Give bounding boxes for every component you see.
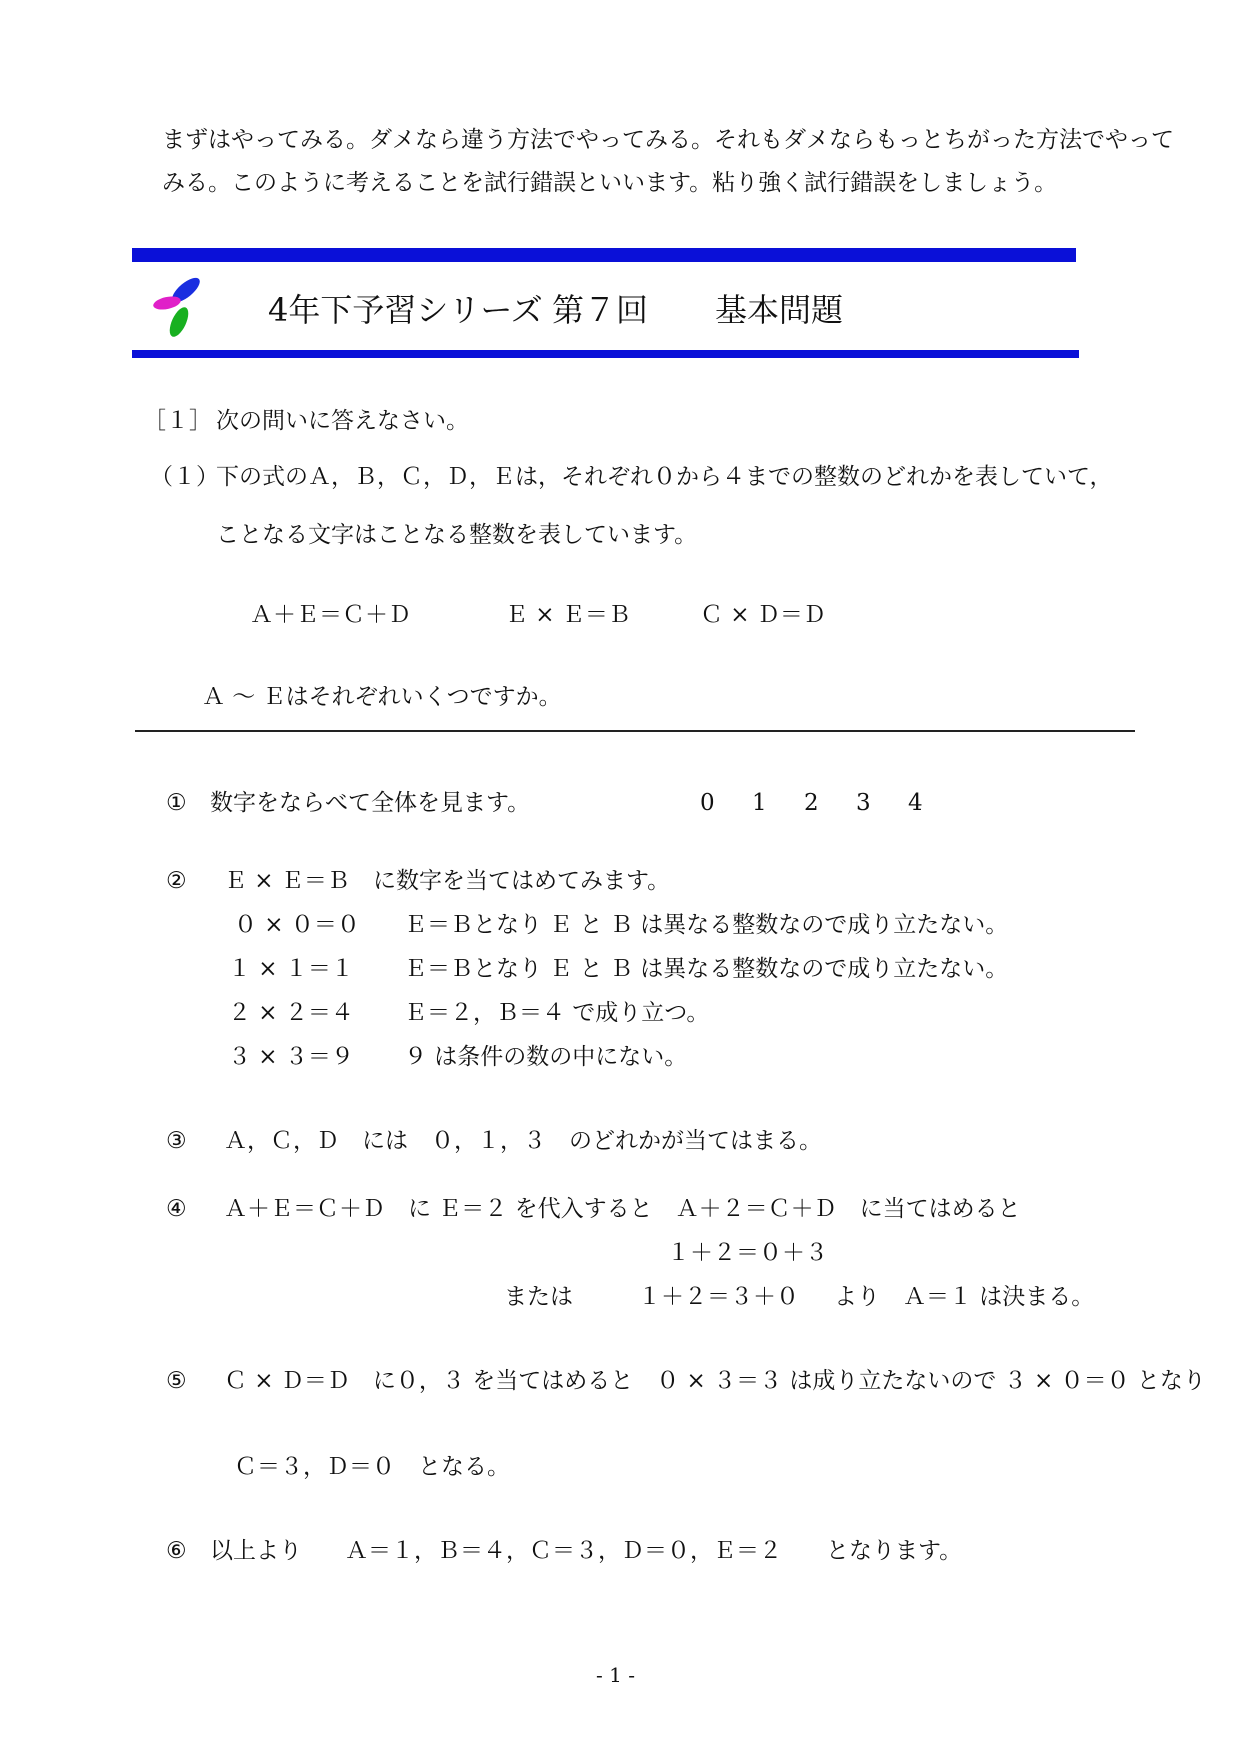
trial-calc: １ × １＝１ bbox=[228, 956, 354, 982]
trial-calc: ０ × ０＝０ bbox=[234, 912, 360, 938]
section-title: 基本問題 bbox=[715, 291, 844, 329]
problem-text-1: 下の式のＡ，Ｂ，Ｃ，Ｄ，Ｅは，それぞれ０から４までの整数のどれかを表していて， bbox=[216, 464, 1113, 490]
step-5-result: Ｃ＝３，Ｄ＝０ となる。 bbox=[234, 1454, 510, 1480]
step-5-mark: ⑤ bbox=[166, 1368, 187, 1394]
page-number: - 1 - bbox=[596, 1663, 635, 1687]
step-3-mark: ③ bbox=[166, 1128, 187, 1154]
trial-calc: ３ × ３＝９ bbox=[228, 1044, 354, 1070]
step-6-mark: ⑥ bbox=[166, 1538, 187, 1564]
logo-icon bbox=[150, 276, 210, 340]
step-6-lead: 以上より bbox=[210, 1538, 302, 1564]
header-top-bar bbox=[132, 248, 1076, 262]
equation-1: Ａ＋Ｅ＝Ｃ＋Ｄ bbox=[250, 602, 411, 628]
series-title: 4年下予習シリーズ bbox=[268, 291, 543, 329]
final-answer: Ａ＝１，Ｂ＝４，Ｃ＝３，Ｄ＝０，Ｅ＝２ bbox=[345, 1538, 782, 1564]
problem-question: Ａ ～ Ｅはそれぞれいくつですか。 bbox=[202, 684, 562, 710]
step-4-case-2: １＋２＝３＋０ bbox=[638, 1284, 799, 1310]
sub-problem-number: （１） bbox=[150, 464, 219, 490]
step-1-mark: ① bbox=[166, 790, 187, 816]
lesson-number: 第７回 bbox=[552, 291, 649, 329]
step-2-text: に数字を当てはめてみます。 bbox=[373, 868, 671, 894]
step-4-conclusion: より Ａ＝１ は決まる。 bbox=[834, 1284, 1095, 1310]
step-6-tail: となります。 bbox=[826, 1538, 963, 1564]
step-4-or: または bbox=[504, 1284, 573, 1310]
step-2-equation: Ｅ × Ｅ＝Ｂ bbox=[224, 868, 350, 894]
step-4-mark: ④ bbox=[166, 1196, 187, 1222]
step-3-text: Ａ，Ｃ，Ｄ には ０，１，３ のどれかが当てはまる。 bbox=[224, 1128, 822, 1154]
logo-green-petal bbox=[166, 305, 192, 340]
header-bottom-bar bbox=[132, 350, 1079, 358]
trial-note: Ｅ＝Ｂとなり Ｅ と Ｂ は異なる整数なので成り立たない。 bbox=[404, 912, 1009, 938]
step-2-mark: ② bbox=[166, 868, 187, 894]
digit: 4 bbox=[908, 790, 923, 816]
trial-note: Ｅ＝２，Ｂ＝４ で成り立つ。 bbox=[404, 1000, 710, 1026]
equation-3: Ｃ × Ｄ＝Ｄ bbox=[700, 602, 826, 628]
intro-line-1: まずはやってみる。ダメなら違う方法でやってみる。それもダメならもっとちがった方法でやって bbox=[162, 127, 1174, 153]
digit: 2 bbox=[804, 790, 819, 816]
step-4-text: Ａ＋Ｅ＝Ｃ＋Ｄ に Ｅ＝２ を代入すると Ａ＋２＝Ｃ＋Ｄ に当てはめると bbox=[224, 1196, 1021, 1222]
divider-rule bbox=[135, 730, 1135, 732]
problem-text-2: ことなる文字はことなる整数を表しています。 bbox=[216, 522, 698, 548]
step-4-case-1: １＋２＝０＋３ bbox=[667, 1240, 828, 1266]
digit: 3 bbox=[856, 790, 871, 816]
equation-2: Ｅ × Ｅ＝Ｂ bbox=[505, 602, 631, 628]
digit: 0 bbox=[700, 790, 715, 816]
step-1-text: 数字をならべて全体を見ます。 bbox=[210, 790, 531, 816]
trial-note: ９ は条件の数の中にない。 bbox=[404, 1044, 688, 1070]
step-5-text: Ｃ × Ｄ＝Ｄ に０，３ を当てはめると ０ × ３＝３ は成り立たないので ３ × ０＝０ となり bbox=[224, 1368, 1206, 1394]
problem-number: ［１］ bbox=[143, 408, 212, 434]
problem-instruction: 次の問いに答えなさい。 bbox=[216, 408, 469, 434]
intro-line-2: みる。このように考えることを試行錯誤といいます。粘り強く試行錯誤をしましょう。 bbox=[162, 170, 1058, 196]
trial-note: Ｅ＝Ｂとなり Ｅ と Ｂ は異なる整数なので成り立たない。 bbox=[404, 956, 1009, 982]
digit: 1 bbox=[752, 790, 767, 816]
trial-calc: ２ × ２＝４ bbox=[228, 1000, 354, 1026]
